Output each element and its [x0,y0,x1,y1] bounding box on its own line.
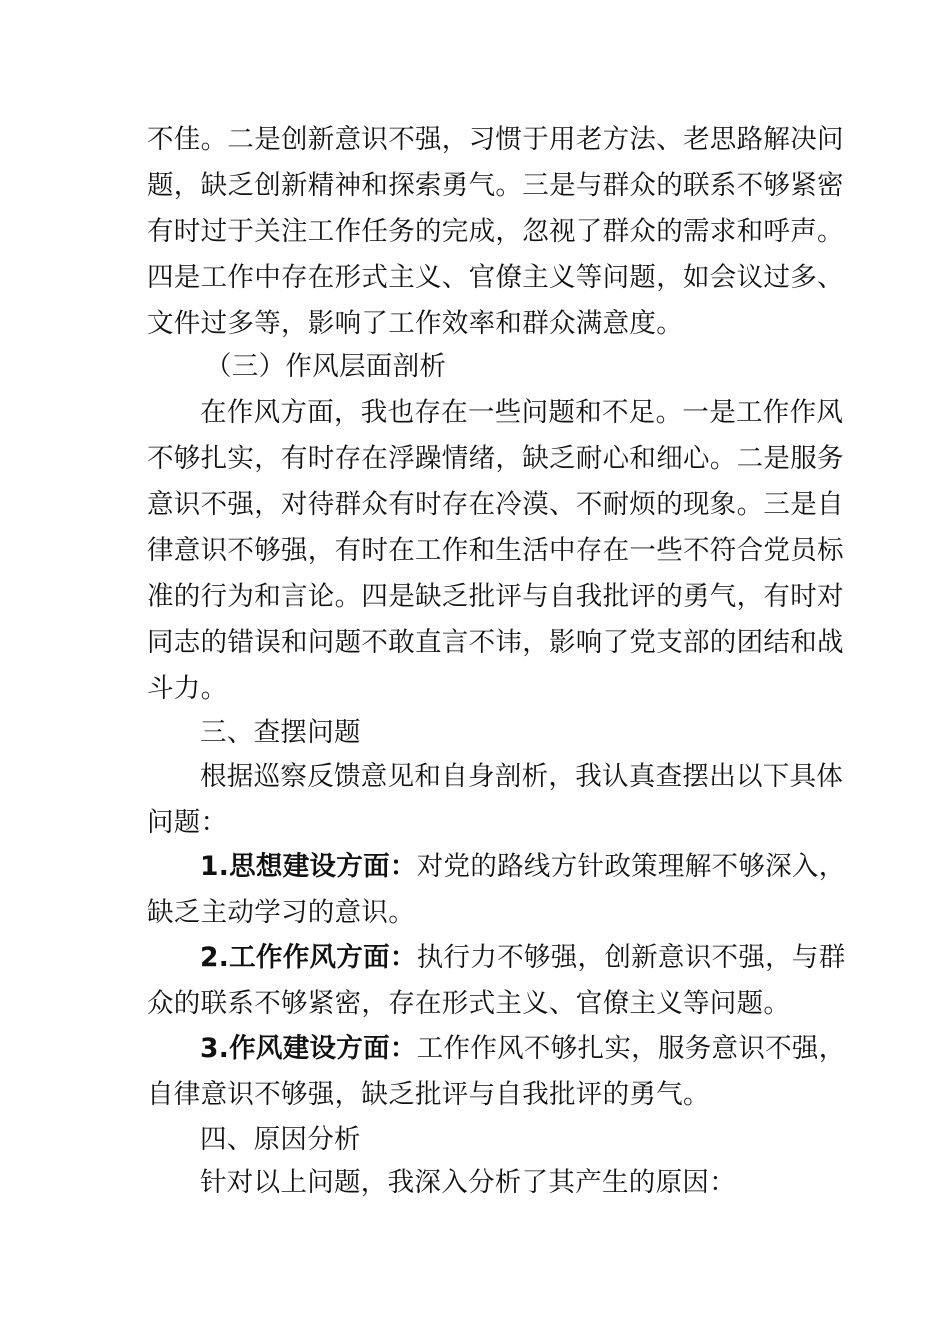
list-item-2 [200,935,846,981]
paragraph-line: 题，缺乏创新精神和探索勇气。三是与群众的联系不够紧密 [147,170,844,201]
section-heading: 四、原因分析 [200,1124,361,1155]
paragraph-line: 有时过于关注工作任务的完成，忽视了群众的需求和呼声。 [147,216,844,247]
paragraph-line: 意识不强，对待群众有时存在冷漠、不耐烦的现象。三是自 [147,489,844,520]
paragraph-line: 斗力。 [147,673,228,704]
list-item-1-label: 1.思想建设方面： [200,851,417,882]
list-item-3-label: 3.作风建设方面： [200,1033,417,1064]
paragraph-line: 根据巡察反馈意见和自身剖析，我认真查摆出以下具体 [200,761,844,792]
paragraph-line: 四是工作中存在形式主义、官僚主义等问题，如会议过多、 [147,262,844,293]
list-item-3-text: 工作作风不够扎实，服务意识不强， [416,1033,846,1064]
list-item-2-text: 执行力不够强，创新意识不强，与群 [416,942,846,973]
paragraph-line: 针对以上问题，我深入分析了其产生的原因： [200,1167,736,1198]
paragraph-line: 问题： [147,807,228,838]
list-item-3 [200,1026,846,1072]
list-item-1 [200,844,846,890]
paragraph-line: 同志的错误和问题不敢直言不讳，影响了党支部的团结和战 [147,627,844,658]
paragraph-line: 律意识不够强，有时在工作和生活中存在一些不符合党员标 [147,535,844,566]
section-heading: 三、查摆问题 [200,717,361,748]
section-heading: （三）作风层面剖析 [205,351,447,382]
paragraph-line: 文件过多等，影响了工作效率和群众满意度。 [147,308,683,339]
list-item-2-label: 2.工作作风方面： [200,942,417,973]
paragraph-line: 不够扎实，有时存在浮躁情绪，缺乏耐心和细心。二是服务 [147,443,844,474]
paragraph-line: 缺乏主动学习的意识。 [147,897,415,928]
paragraph-line: 不佳。二是创新意识不强，习惯于用老方法、老思路解决问 [147,124,844,155]
paragraph-line: 众的联系不够紧密，存在形式主义、官僚主义等问题。 [147,988,791,1019]
list-item-1-text: 对党的路线方针政策理解不够深入， [416,851,846,882]
paragraph-line: 自律意识不够强，缺乏批评与自我批评的勇气。 [147,1079,710,1110]
paragraph-line: 在作风方面，我也存在一些问题和不足。一是工作作风 [200,397,844,428]
paragraph-line: 准的行为和言论。四是缺乏批评与自我批评的勇气，有时对 [147,581,844,612]
